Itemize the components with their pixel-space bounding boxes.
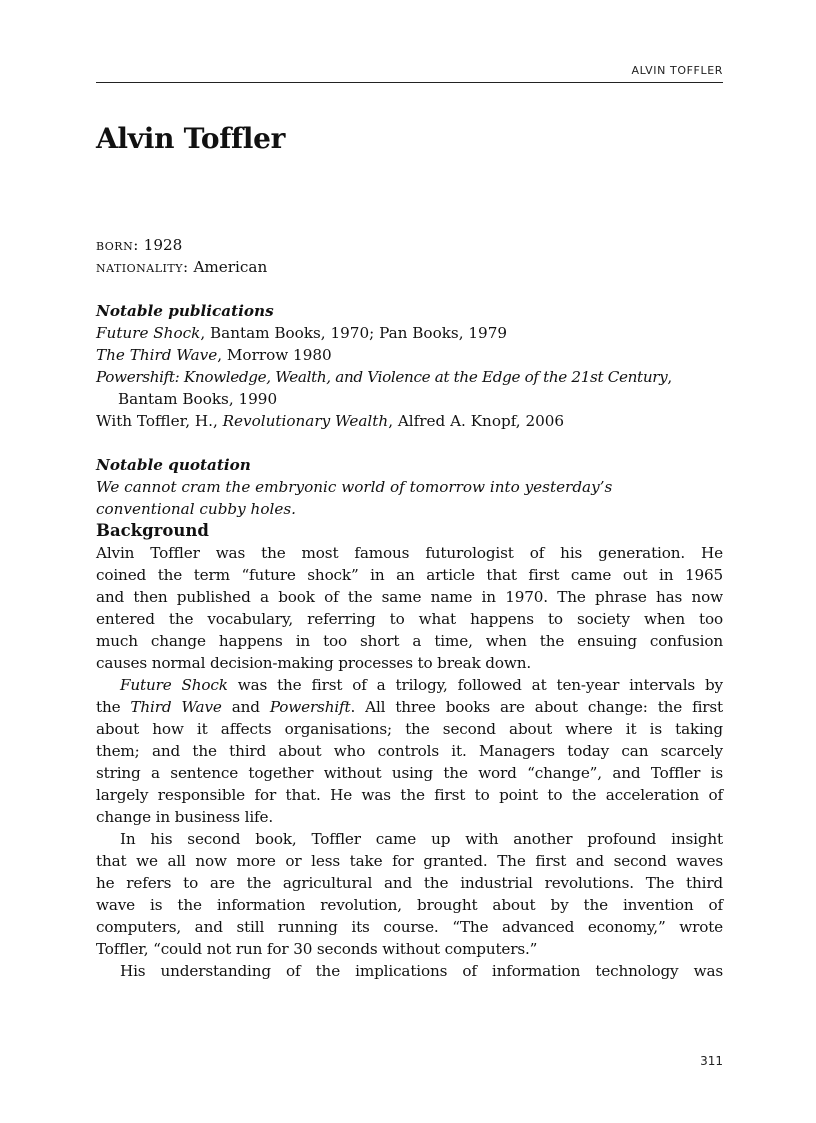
quotation-text: We cannot cram the embryonic world of tomorrow into yesterday’s conventional cubby holes. — [96, 478, 613, 518]
publication-details: , Bantam Books, 1970; Pan Books, 1979 — [200, 324, 508, 342]
paragraph — [96, 960, 723, 982]
text-run: and — [221, 698, 270, 716]
text-line: largely responsible for that. He was the first to point to the acceleration of — [96, 786, 723, 804]
background-heading: Background — [96, 521, 209, 540]
publications-heading: Notable publications — [96, 302, 274, 320]
quotation-heading: Notable quotation — [96, 456, 251, 474]
publication-coauthor: With Toffler, H., — [96, 412, 223, 430]
born-value: 1928 — [143, 236, 183, 254]
book-title: Future Shock — [120, 676, 228, 694]
text-line: causes normal decision-making processes to break down. — [96, 654, 532, 672]
publication-title: The Third Wave — [96, 346, 218, 364]
publication-title: Future Shock — [96, 324, 201, 342]
book-title: Powershift — [269, 698, 351, 716]
text-line — [96, 674, 723, 696]
quotation-section — [96, 454, 723, 520]
born-label: born: — [96, 236, 139, 254]
publication-item — [96, 366, 723, 410]
book-title: Third Wave — [130, 698, 222, 716]
running-head: ALVIN TOFFLER — [631, 64, 723, 77]
paragraph — [96, 828, 723, 960]
chapter-title: Alvin Toffler — [96, 122, 286, 155]
text-line: string a sentence together without using the word “change”, and Toffler is — [96, 764, 723, 782]
text-line: change in business life. — [96, 808, 274, 826]
text-line: that we all now more or less take for granted. The first and second waves — [96, 852, 723, 870]
paragraph — [96, 674, 723, 828]
text-line: His understanding of the implications of information technology was — [120, 962, 723, 980]
paragraph — [96, 542, 723, 674]
header-rule — [96, 82, 723, 83]
text-run: the — [96, 698, 131, 716]
publication-details: Bantam Books, 1990 — [118, 390, 278, 408]
text-line: and then published a book of the same name in 1970. The phrase has now — [96, 588, 723, 606]
publication-title: Revolutionary Wealth — [222, 412, 389, 430]
publication-item — [96, 322, 723, 344]
text-line: Toffler, “could not run for 30 seconds without computers.” — [96, 940, 538, 958]
text-line: entered the vocabulary, referring to what happens to society when too — [96, 610, 723, 628]
text-line: about how it affects organisations; the second about where it is taking — [96, 720, 723, 738]
nationality-label: nationality: — [96, 258, 189, 276]
background-body — [96, 542, 723, 982]
publications-section — [96, 300, 723, 432]
publication-details: , Alfred A. Knopf, 2006 — [388, 412, 565, 430]
text-line: them; and the third about who controls it. Managers today can scarcely — [96, 742, 723, 760]
text-line: Alvin Toffler was the most famous futurologist of his generation. He — [96, 544, 723, 562]
text-line: wave is the information revolution, brought about by the invention of — [96, 896, 723, 914]
publication-item — [96, 410, 723, 432]
text-line: computers, and still running its course. “The advanced economy,” wrote — [96, 918, 723, 936]
text-line: much change happens in too short a time, when the ensuing confusion — [96, 632, 723, 650]
nationality-line — [96, 256, 723, 278]
text-run: . All three books are about change: the first — [350, 698, 724, 716]
publication-item — [96, 344, 723, 366]
nationality-value: American — [193, 258, 268, 276]
publication-details: , Morrow 1980 — [217, 346, 332, 364]
publication-details: , — [667, 368, 673, 386]
text-line — [96, 696, 723, 718]
publication-title: Powershift: Knowledge, Wealth, and Violence at the Edge of the 21st Century — [96, 368, 668, 386]
page-number: 311 — [700, 1054, 723, 1068]
text-line: he refers to are the agricultural and the industrial revolutions. The third — [96, 874, 723, 892]
born-line — [96, 234, 723, 256]
text-line: In his second book, Toffler came up with another profound insight — [120, 830, 723, 848]
text-run: was the first of a trilogy, followed at ten-year intervals by — [227, 676, 723, 694]
text-line: coined the term “future shock” in an article that first came out in 1965 — [96, 566, 723, 584]
page-content — [96, 234, 723, 982]
